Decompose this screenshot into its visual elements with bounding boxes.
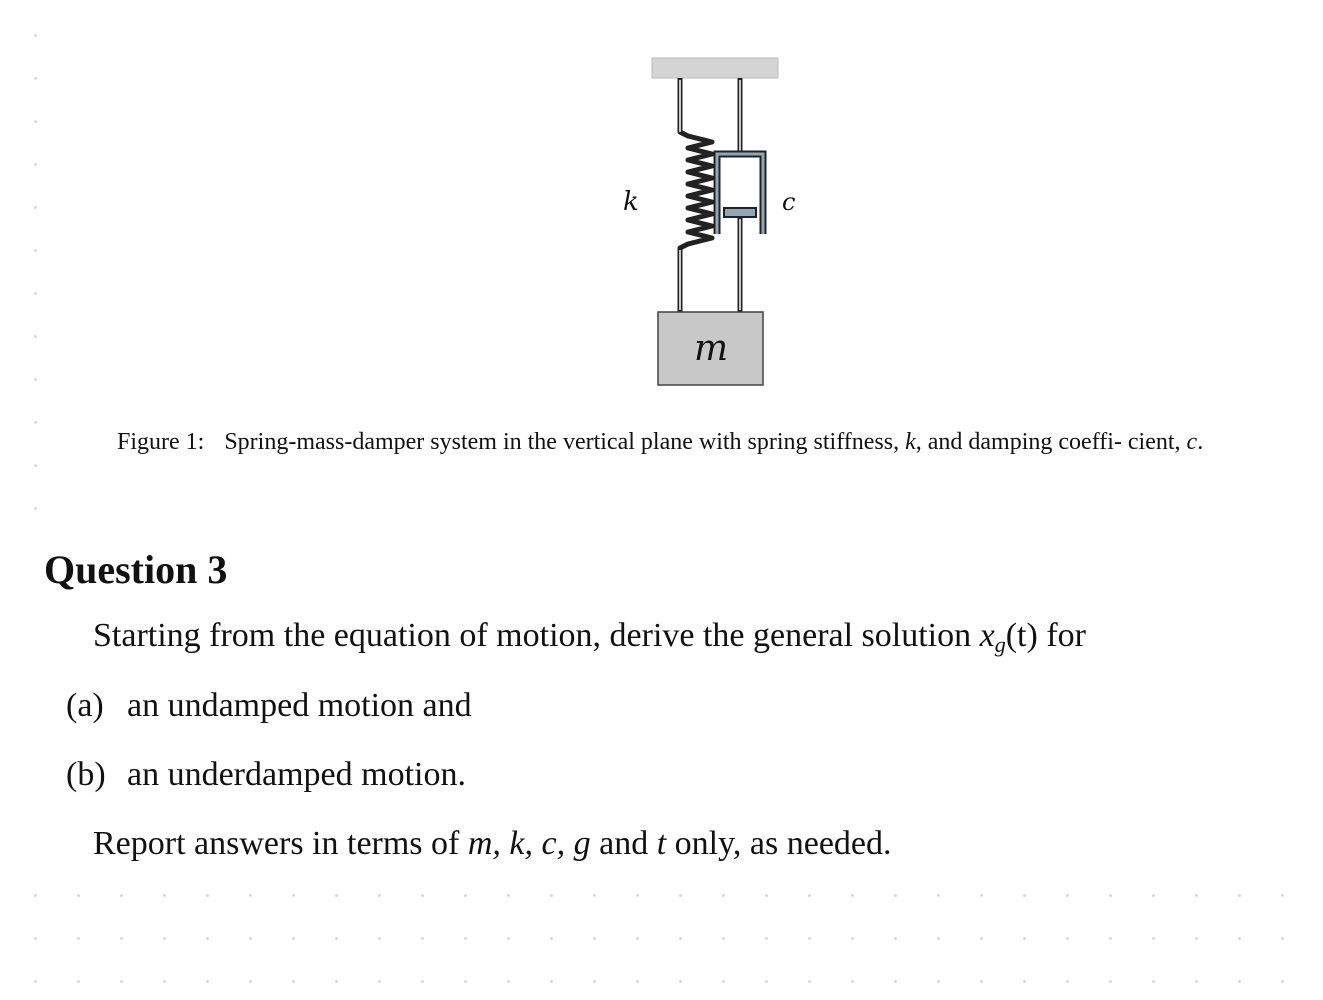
part-a-tag: (a) [66,687,104,724]
question-title: Question 3 [44,547,228,592]
report-end: only, as needed. [666,825,892,862]
report-text-start: Report answers in terms of [93,825,468,862]
report-and: and [590,825,657,862]
damper-label: c [782,188,796,216]
question-part-a [66,687,472,725]
figure-caption [117,426,1307,459]
prompt-arg: (t) [1005,617,1038,654]
spring-mass-damper-diagram [600,50,840,395]
figure-number: Figure 1: [117,429,205,455]
damper-piston [724,208,756,217]
part-b-text: an underdamped motion. [127,756,466,793]
ceiling-support [652,58,778,78]
caption-c: c [1186,429,1198,455]
prompt-end: for [1037,617,1086,654]
caption-k: k [905,429,916,455]
part-a-text: an undamped motion and [127,687,472,724]
mass-label: m [694,328,729,369]
report-t: t [656,825,667,862]
report-instruction [93,825,892,863]
damper [717,78,763,312]
caption-end: . [1197,429,1204,455]
prompt-subscript: g [994,632,1006,657]
spring [680,78,712,312]
question-part-b [66,756,466,794]
spring-label: k [623,187,639,217]
caption-text: Spring-mass-damper system in the vertical plane with spring stiffness, [224,429,906,455]
prompt-text: Starting from the equation of motion, derive the general solution [93,617,980,654]
caption-text-between: , and damping coeffi- cient, [915,429,1187,455]
report-vars: m, k, c, g [467,825,591,862]
question-prompt [93,617,1086,658]
prompt-var: x [979,617,995,654]
part-b-tag: (b) [66,756,106,793]
